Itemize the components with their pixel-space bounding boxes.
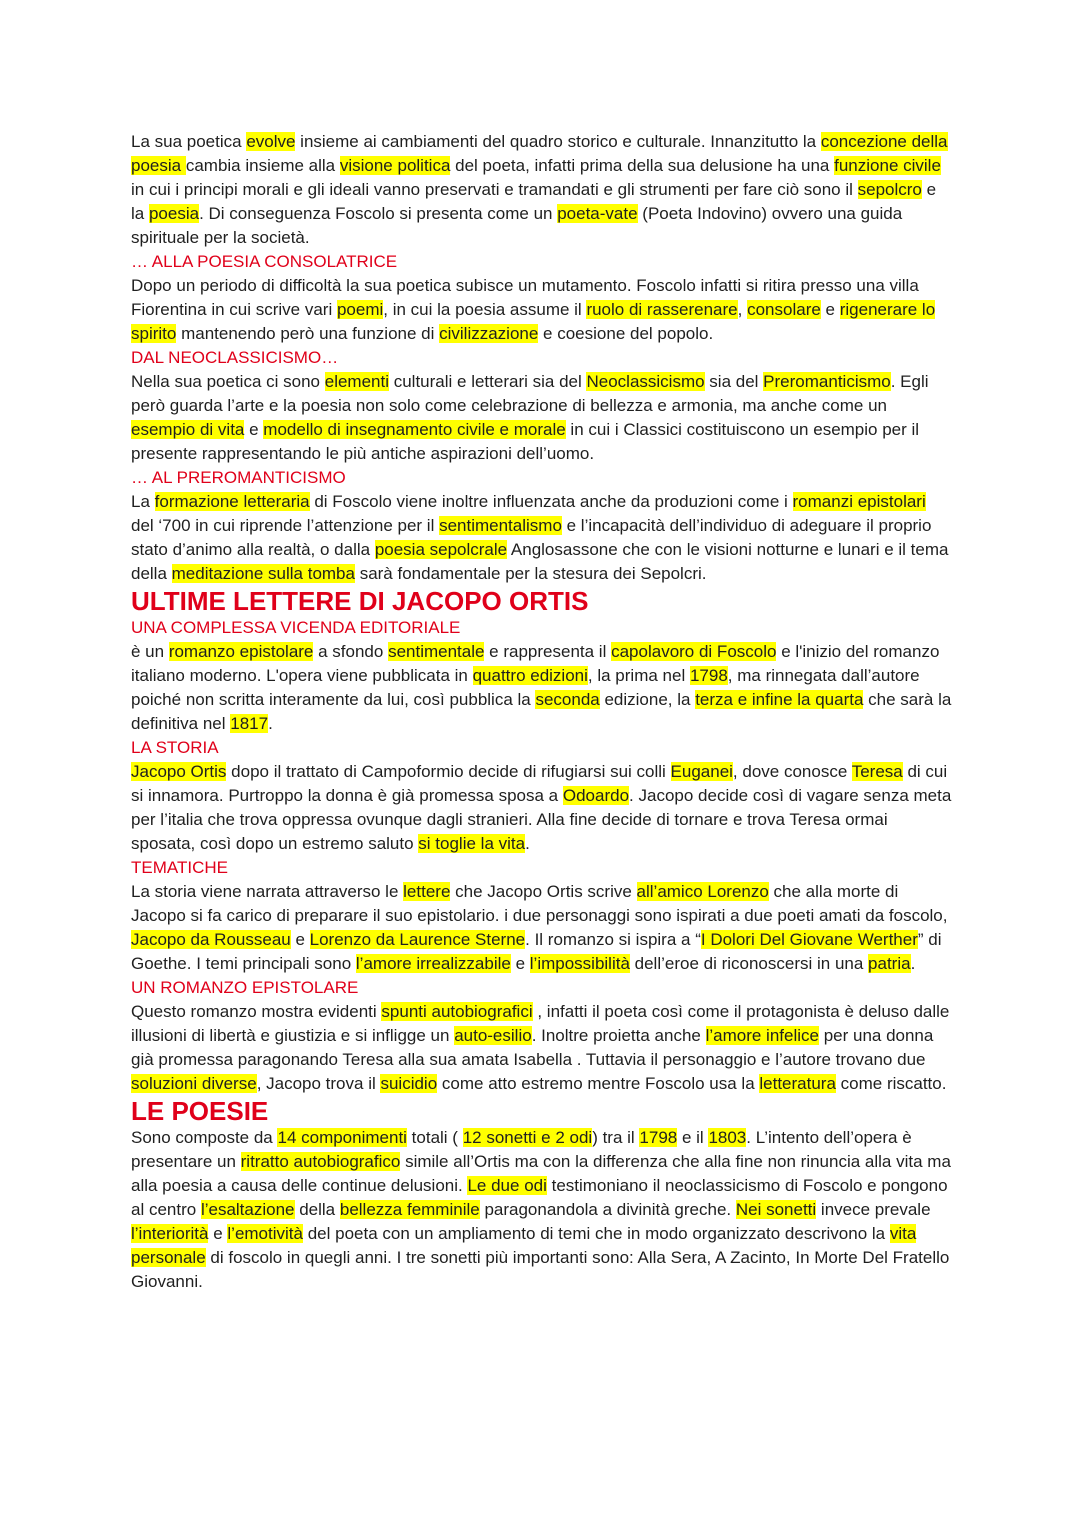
- body-paragraph: [131, 130, 952, 250]
- paragraph-text: del poeta con un ampliamento di temi che in modo organizzato descrivono la: [302, 1224, 890, 1243]
- paragraph-text: e coesione del popolo.: [538, 324, 714, 343]
- body-paragraph: [131, 640, 952, 736]
- paragraph-text: che alla morte di Jacopo si fa carico di preparare il suo epistolario. i due personaggi sono ispirati a due poeti amati da foscolo,: [131, 882, 948, 925]
- highlighted-text: vita personale: [131, 1224, 917, 1267]
- paragraph-text: cambia insieme alla: [185, 156, 340, 175]
- highlighted-text: 12 sonetti e 2 odi: [462, 1128, 593, 1147]
- highlighted-text: esempio di vita: [131, 420, 245, 439]
- paragraph-text: La sua poetica: [131, 132, 247, 151]
- body-paragraph: [131, 1126, 952, 1294]
- paragraph-text: per una donna già promessa paragonando Teresa alla sua amata Isabella . Tuttavia il personaggio e l’autore trovano due: [131, 1026, 934, 1069]
- section-subheading: DAL NEOCLASSICISMO…: [131, 348, 339, 367]
- paragraph-text: di foscolo in quegli anni. I tre sonetti più importanti sono: Alla Sera, A Zacinto, In Morte Del Fratello Giovanni.: [131, 1248, 950, 1291]
- section-heading: ULTIME LETTERE DI JACOPO ORTIS: [131, 586, 589, 616]
- paragraph-text: La storia viene narrata attraverso le: [131, 882, 404, 901]
- paragraph-text: . Di conseguenza Foscolo si presenta come un: [199, 204, 558, 223]
- paragraph-text: ) tra il: [592, 1128, 640, 1147]
- paragraph-text: come atto estremo mentre Foscolo usa la: [437, 1074, 760, 1093]
- highlighted-text: poeta-vate: [557, 204, 638, 223]
- paragraph-text: e l’incapacità dell’individuo di adeguare il proprio stato d’animo alla realtà, o dalla: [131, 516, 932, 559]
- paragraph-text: , infatti il poeta così come il protagonista è deluso dalle illusioni di libertà e giustizia e si infligge un: [131, 1002, 950, 1045]
- highlighted-text: suicidio: [380, 1074, 438, 1093]
- paragraph-text: e: [244, 420, 264, 439]
- highlighted-text: patria: [868, 954, 911, 973]
- paragraph-text: ,: [737, 300, 748, 319]
- paragraph-text: dopo il trattato di Campoformio decide di rifugiarsi sui colli: [226, 762, 671, 781]
- highlighted-text: civilizzazione: [439, 324, 539, 343]
- paragraph-text: .: [525, 834, 530, 853]
- paragraph-text: .: [910, 954, 916, 973]
- paragraph-text: . Il romanzo si ispira a “: [525, 930, 701, 949]
- paragraph-text: , ma rinnegata dall’autore poiché non scritta interamente da lui, così pubblica la: [131, 666, 920, 709]
- paragraph-text: che sarà la definitiva nel: [131, 690, 952, 733]
- paragraph-text: e il: [677, 1128, 709, 1147]
- highlighted-text: letteratura: [759, 1074, 836, 1093]
- paragraph-text: e rappresenta il: [484, 642, 612, 661]
- paragraph-text: del ‘700 in cui riprende l’attenzione per il: [131, 516, 440, 535]
- highlighted-text: Le due odi: [467, 1176, 547, 1195]
- body-paragraph: [131, 760, 952, 856]
- paragraph-text: della: [294, 1200, 340, 1219]
- paragraph-text: e: [208, 1224, 228, 1243]
- body-paragraph: [131, 274, 952, 346]
- paragraph-text: La: [131, 492, 155, 511]
- paragraph-text: e: [510, 954, 530, 973]
- paragraph-text: culturali e letterari sia del: [389, 372, 587, 391]
- paragraph-text: come riscatto.: [835, 1074, 947, 1093]
- highlighted-text: Jacopo da Rousseau: [131, 930, 291, 949]
- paragraph-text: in cui i Classici costituiscono un esempio per il presente rappresentando le più antiche aspirazioni dell’uomo.: [131, 420, 920, 463]
- paragraph-text: . Jacopo decide così di vagare senza meta per l’italia che trova oppressa ovunque dagli stranieri. Alla fine decide di tornare e trova Teresa ormai sposata, così dopo un estremo saluto: [131, 786, 952, 853]
- highlighted-text: sentimentale: [388, 642, 485, 661]
- highlighted-text: consolare: [747, 300, 821, 319]
- highlighted-text: seconda: [535, 690, 600, 709]
- paragraph-text: ” di Goethe. I temi principali sono: [131, 930, 942, 973]
- highlighted-text: formazione letteraria: [154, 492, 310, 511]
- paragraph-text: paragonandola a divinità greche.: [479, 1200, 736, 1219]
- paragraph-text: . Inoltre proietta anche: [531, 1026, 706, 1045]
- body-paragraph: [131, 1000, 952, 1096]
- section-subheading: LA STORIA: [131, 738, 219, 757]
- highlighted-text: romanzo epistolare: [168, 642, 314, 661]
- highlighted-text: 1817: [230, 714, 269, 733]
- highlighted-text: Preromanticismo: [763, 372, 891, 391]
- highlighted-text: 14 componimenti: [277, 1128, 407, 1147]
- highlighted-text: capolavoro di Foscolo: [611, 642, 777, 661]
- highlighted-text: sepolcro: [857, 180, 922, 199]
- paragraph-text: e la: [131, 180, 937, 223]
- highlighted-text: all’amico Lorenzo: [636, 882, 769, 901]
- paragraph-text: totali (: [406, 1128, 463, 1147]
- highlighted-text: Lorenzo da Laurence Sterne: [309, 930, 526, 949]
- paragraph-text: e l'inizio del romanzo italiano moderno. L'opera viene pubblicata in: [131, 642, 940, 685]
- highlighted-text: visione politica: [339, 156, 451, 175]
- paragraph-text: Dopo un periodo di difficoltà la sua poetica subisce un mutamento. Foscolo infatti si ritira presso una villa Fiorentina in cui scrive vari: [131, 276, 919, 319]
- paragraph-text: Questo romanzo mostra evidenti: [131, 1002, 382, 1021]
- highlighted-text: Odoardo: [562, 786, 630, 805]
- highlighted-text: evolve: [246, 132, 296, 151]
- paragraph-text: di cui si innamora. Purtroppo la donna è già promessa sposa a: [131, 762, 948, 805]
- section-heading: LE POESIE: [131, 1096, 269, 1126]
- highlighted-text: Teresa: [851, 762, 903, 781]
- highlighted-text: I Dolori Del Giovane Werther: [700, 930, 918, 949]
- highlighted-text: Jacopo Ortis: [131, 762, 227, 781]
- highlighted-text: modello di insegnamento civile e morale: [263, 420, 566, 439]
- paragraph-text: , dove conosce: [732, 762, 852, 781]
- paragraph-text: insieme ai cambiamenti del quadro storico e culturale. Innanzitutto la: [295, 132, 821, 151]
- paragraph-text: Anglosassone che con le visioni notturne e lunari e il tema della: [131, 540, 949, 583]
- paragraph-text: sia del: [704, 372, 764, 391]
- paragraph-text: e: [820, 300, 840, 319]
- paragraph-text: è un: [131, 642, 169, 661]
- paragraph-text: testimoniano il neoclassicismo di Foscolo e pongono al centro: [131, 1176, 948, 1219]
- highlighted-text: 1803: [708, 1128, 747, 1147]
- paragraph-text: .: [268, 714, 273, 733]
- paragraph-text: che Jacopo Ortis scrive: [450, 882, 637, 901]
- paragraph-text: sarà fondamentale per la stesura dei Sepolcri.: [354, 564, 707, 583]
- highlighted-text: poemi: [336, 300, 384, 319]
- highlighted-text: terza e infine la quarta: [695, 690, 864, 709]
- body-paragraph: [131, 490, 952, 586]
- highlighted-text: spunti autobiografici: [381, 1002, 533, 1021]
- paragraph-text: mantenendo però una funzione di: [176, 324, 440, 343]
- section-subheading: … ALLA POESIA CONSOLATRICE: [131, 252, 398, 271]
- highlighted-text: bellezza femminile: [339, 1200, 480, 1219]
- paragraph-text: Sono composte da: [131, 1128, 278, 1147]
- highlighted-text: Nei sonetti: [735, 1200, 817, 1219]
- section-subheading: TEMATICHE: [131, 858, 228, 877]
- highlighted-text: auto-esilio: [454, 1026, 532, 1045]
- highlighted-text: funzione civile: [834, 156, 941, 175]
- highlighted-text: l’amore irrealizzabile: [355, 954, 511, 973]
- paragraph-text: dell’eroe di riconoscersi in una: [629, 954, 869, 973]
- highlighted-text: Euganei: [670, 762, 733, 781]
- highlighted-text: 1798: [689, 666, 728, 685]
- highlighted-text: soluzioni diverse: [131, 1074, 257, 1093]
- highlighted-text: poesia: [148, 204, 200, 223]
- highlighted-text: l’emotività: [227, 1224, 303, 1243]
- highlighted-text: romanzi epistolari: [792, 492, 926, 511]
- highlighted-text: concezione della poesia: [131, 132, 948, 175]
- highlighted-text: meditazione sulla tomba: [171, 564, 355, 583]
- highlighted-text: lettere: [403, 882, 451, 901]
- body-paragraph: [131, 880, 952, 976]
- paragraph-text: . L’intento dell’opera è presentare un: [131, 1128, 912, 1171]
- paragraph-text: . Egli però guarda l’arte e la poesia non solo come celebrazione di bellezza e armonia, ma anche come un: [131, 372, 929, 415]
- highlighted-text: l’interiorità: [131, 1224, 209, 1243]
- paragraph-text: , la prima nel: [587, 666, 690, 685]
- paragraph-text: a sfondo: [313, 642, 389, 661]
- highlighted-text: 1798: [639, 1128, 678, 1147]
- paragraph-text: (Poeta Indovino) ovvero una guida spirituale per la società.: [131, 204, 903, 247]
- section-subheading: UNA COMPLESSA VICENDA EDITORIALE: [131, 618, 461, 637]
- paragraph-text: edizione, la: [599, 690, 696, 709]
- paragraph-text: , in cui la poesia assume il: [383, 300, 587, 319]
- highlighted-text: elementi: [324, 372, 389, 391]
- paragraph-text: , Jacopo trova il: [256, 1074, 381, 1093]
- paragraph-text: in cui i principi morali e gli ideali vanno preservati e tramandati e gli strumenti per fare ciò sono il: [131, 180, 858, 199]
- highlighted-text: Neoclassicismo: [586, 372, 705, 391]
- highlighted-text: sentimentalismo: [439, 516, 562, 535]
- highlighted-text: quattro edizioni: [472, 666, 588, 685]
- paragraph-text: invece prevale: [816, 1200, 931, 1219]
- paragraph-text: simile all’Ortis ma con la differenza che alla fine non rinuncia alla vita ma alla poesia a causa delle continue delusioni.: [131, 1152, 951, 1195]
- highlighted-text: l’impossibilità: [529, 954, 630, 973]
- highlighted-text: si toglie la vita: [418, 834, 526, 853]
- highlighted-text: poesia sepolcrale: [374, 540, 508, 559]
- paragraph-text: del poeta, infatti prima della sua delusione ha una: [450, 156, 835, 175]
- highlighted-text: l’esaltazione: [200, 1200, 295, 1219]
- highlighted-text: ruolo di rasserenare: [586, 300, 738, 319]
- section-subheading: UN ROMANZO EPISTOLARE: [131, 978, 359, 997]
- highlighted-text: ritratto autobiografico: [240, 1152, 401, 1171]
- highlighted-text: l’amore infelice: [705, 1026, 819, 1045]
- section-subheading: … AL PREROMANTICISMO: [131, 468, 346, 487]
- paragraph-text: Nella sua poetica ci sono: [131, 372, 325, 391]
- paragraph-text: di Foscolo viene inoltre influenzata anche da produzioni come i: [309, 492, 793, 511]
- paragraph-text: e: [290, 930, 310, 949]
- body-paragraph: [131, 370, 952, 466]
- highlighted-text: rigenerare lo spirito: [131, 300, 936, 343]
